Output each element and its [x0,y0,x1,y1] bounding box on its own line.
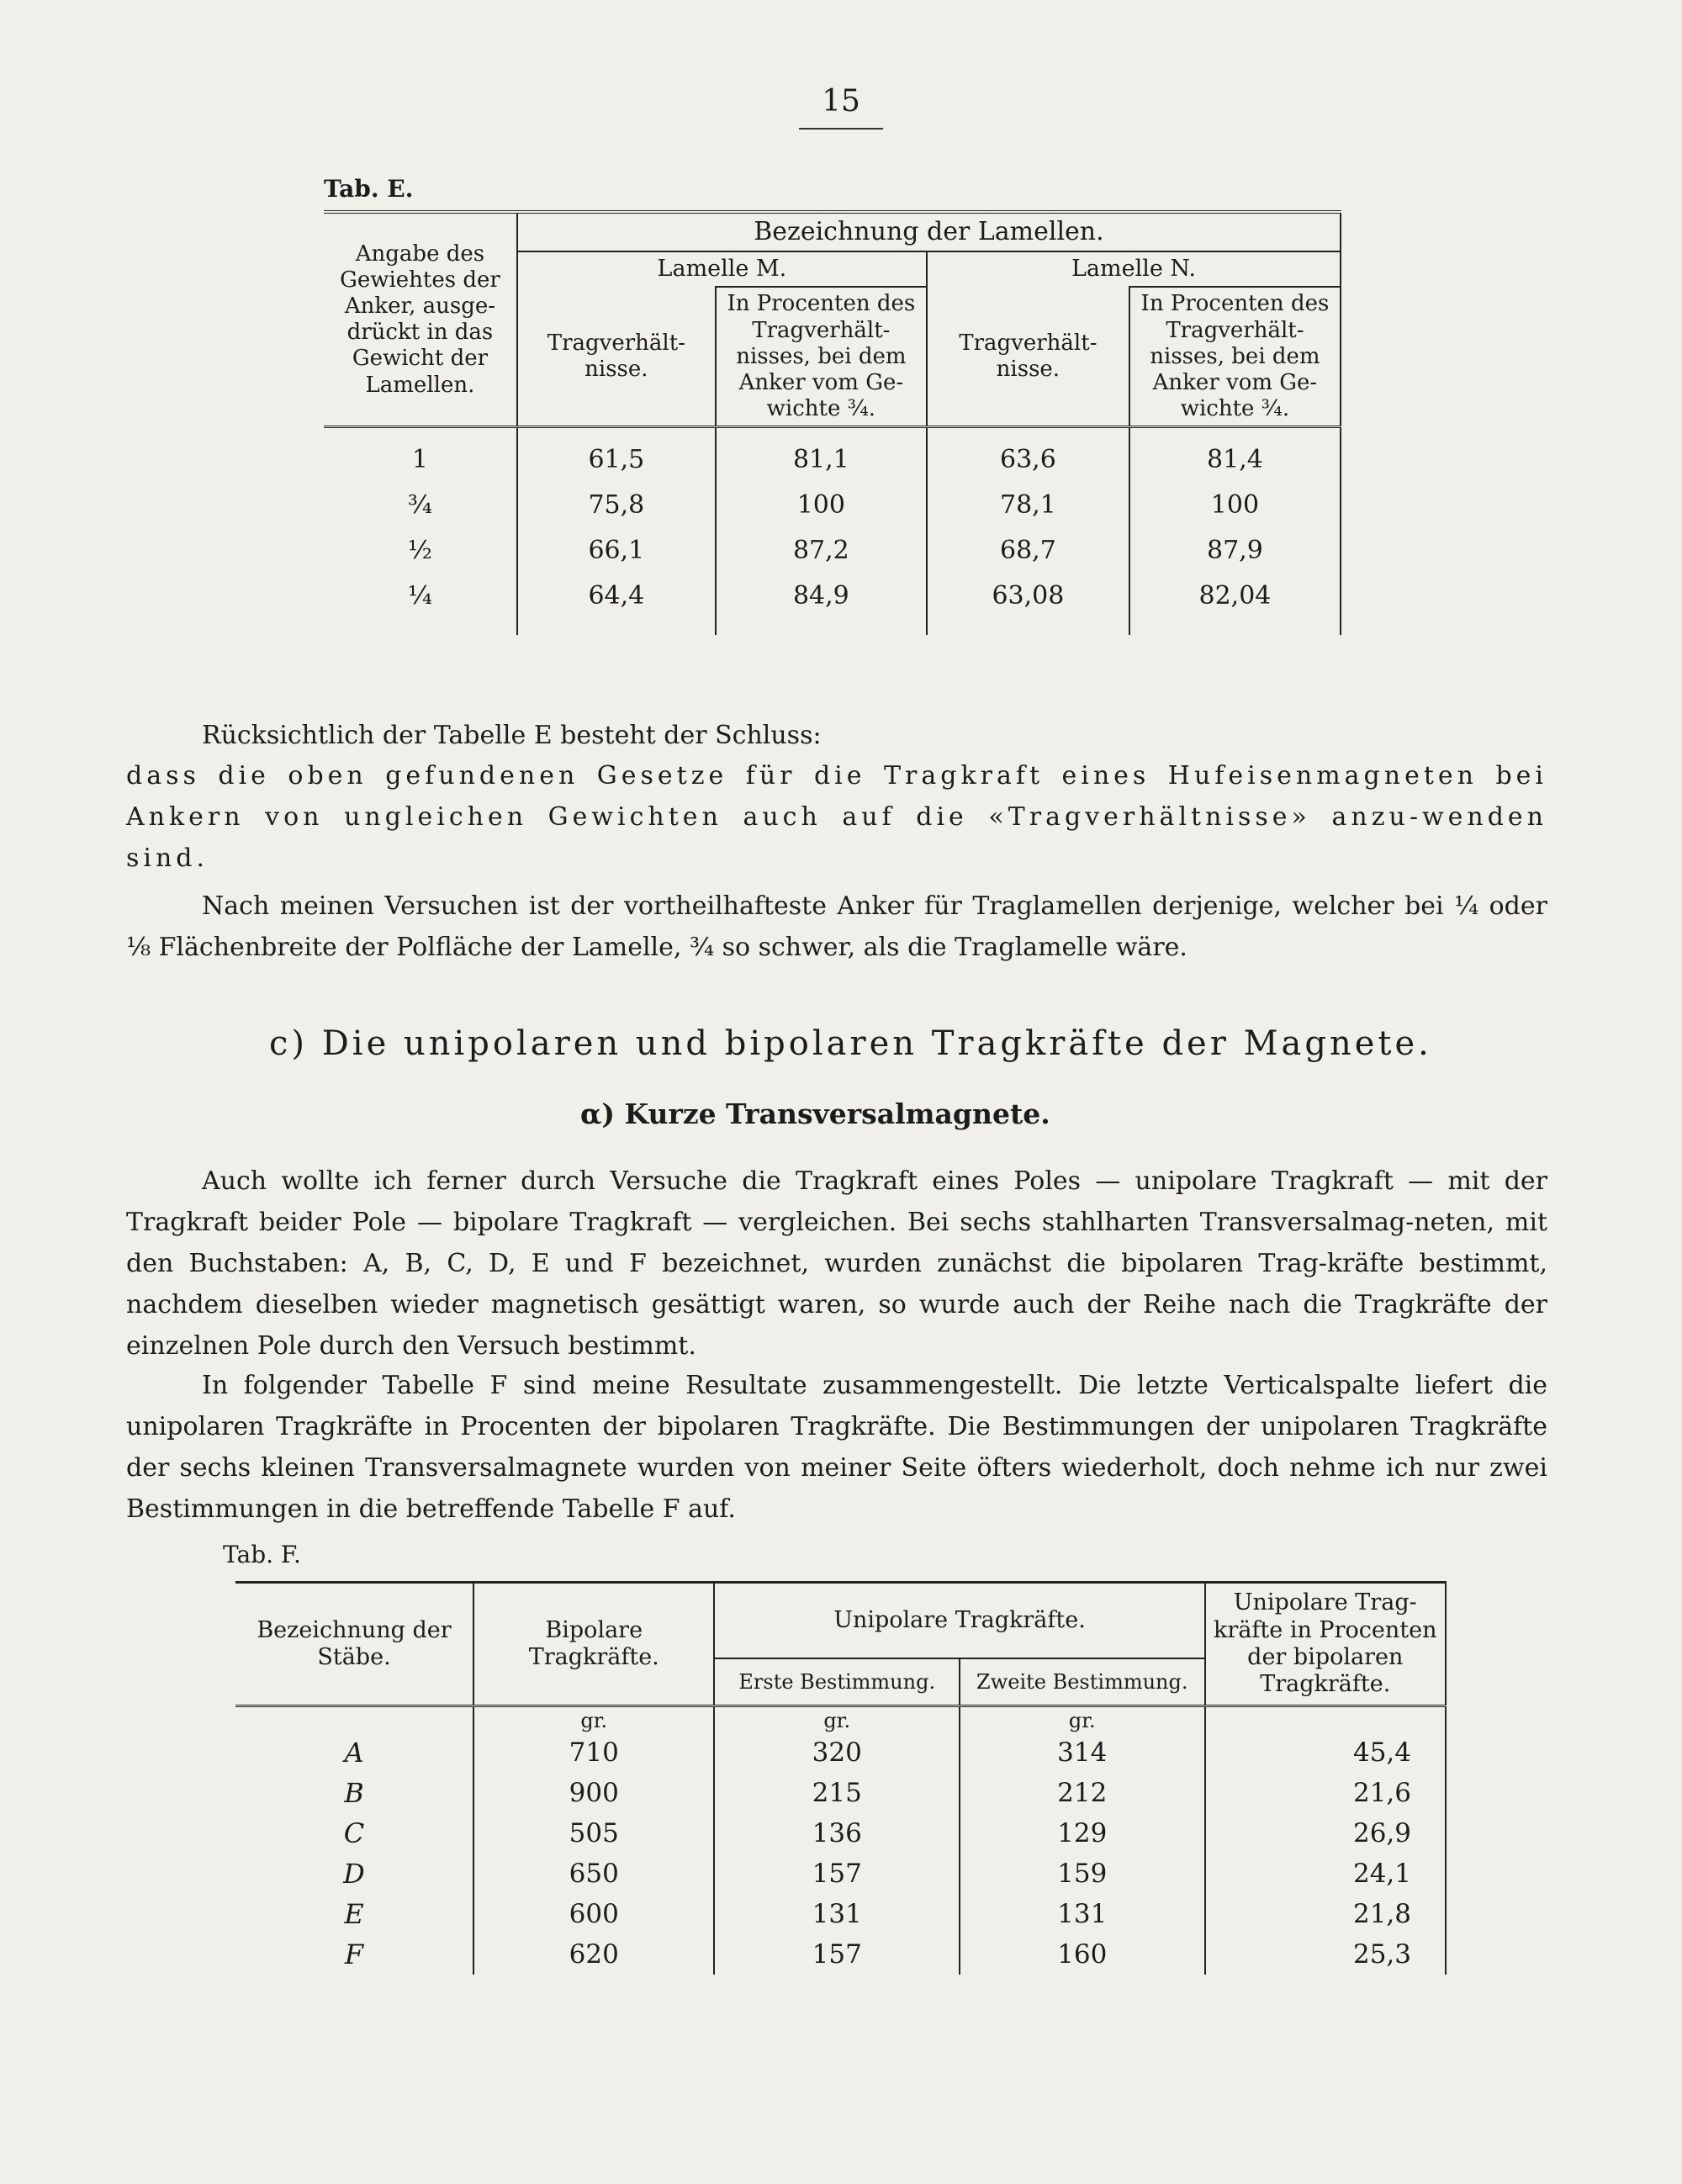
table-f-col-unipolar: Unipolare Tragkräfte. [714,1583,1204,1659]
unit-label: gr. [714,1706,960,1733]
table-row: ¾ 75,8 100 78,1 100 [324,482,1341,527]
table-f-col-pct: Unipolare Trag-kräfte in Procenten der bipolaren Tragkräfte. [1205,1583,1446,1706]
table-e-m-pct: In Procenten des Tragverhält-nisses, bei dem Anker vom Ge-wichte ¾. [716,287,927,426]
table-e-m-trag: Tragverhält-nisse. [517,287,716,426]
conclusion-statement: dass die oben gefundenen Gesetze für die Tragkraft eines Hufeisenmagneten bei Ankern von ungleichen Gewichten auch auf die «Tragverhältnisse» anzu-wenden sind. [126,761,1547,873]
table-row: 1 61,5 81,1 63,6 81,4 [324,436,1341,482]
table-e-n-trag: Tragverhält-nisse. [927,287,1129,426]
table-e-label: Tab. E. [324,175,414,203]
unit-label: gr. [473,1706,714,1733]
table-e [324,210,1341,635]
table-f-col-second: Zweite Bestimmung. [960,1658,1205,1706]
table-e-col-weight: Angabe des Gewiehtes der Anker, ausge-drückt in das Gewicht der Lamellen. [340,241,500,398]
page-number: 15 [822,84,860,119]
page-number-rule [799,128,883,130]
table-row: F 620 157 160 25,3 [235,1934,1446,1975]
table-row: ½ 66,1 87,2 68,7 87,9 [324,527,1341,573]
table-row: ¼ 64,4 84,9 63,08 82,04 [324,573,1341,618]
table-row: E 600 131 131 21,8 [235,1894,1446,1934]
conclusion-intro: Rücksichtlich der Tabelle E besteht der Schluss: [202,721,822,750]
table-e-lamelle-m: Lamelle M. [517,251,927,287]
table-row: C 505 136 129 26,9 [235,1813,1446,1853]
table-f [235,1581,1447,1975]
table-f-col-bipolar: Bipolare Tragkräfte. [473,1583,714,1706]
table-e-n-pct: In Procenten des Tragverhält-nisses, bei dem Anker vom Ge-wichte ¾. [1129,287,1341,426]
table-row: D 650 157 159 24,1 [235,1853,1446,1894]
table-row: A 710 320 314 45,4 [235,1732,1446,1773]
table-e-header-main: Bezeichnung der Lamellen. [517,212,1341,251]
table-f-label: Tab. F. [223,1541,301,1568]
table-f-col-first: Erste Bestimmung. [714,1658,960,1706]
paragraph-experiment: Auch wollte ich ferner durch Versuche die Tragkraft eines Poles — unipolare Tragkraft — mit der Tragkraft beider Pole — bipolare Tragkraft — vergleichen. Bei sechs stahlharten Transversalmag-neten, mit den Buchstaben: A, B, C, D, E und F bezeichnet, wurden zunächst die bipolaren Trag-kräfte bestimmt, nachdem dieselben wieder magnetisch gesättigt waren, so wurde auch der Reihe nach die Tragkräfte der einzelnen Pole durch den Versuch bestimmt. [126,1166,1547,1361]
paragraph-anchor: Nach meinen Versuchen ist der vortheilhafteste Anker für Traglamellen derjenige, welcher bei ¼ oder ⅛ Flächenbreite der Polfläche der Lamelle, ¾ so schwer, als die Traglamelle wäre. [126,891,1547,962]
paragraph-results: In folgender Tabelle F sind meine Resultate zusammengestellt. Die letzte Verticalspalte liefert die unipolaren Tragkräfte in Procenten der bipolaren Tragkräfte. Die Bestimmungen der unipolaren Tragkräfte der sechs kleinen Transversalmagnete wurden von meiner Seite öfters wiederholt, doch nehme ich nur zwei Bestimmungen in die betreffende Tabelle F auf. [126,1371,1547,1524]
unit-label: gr. [960,1706,1205,1733]
table-e-lamelle-n: Lamelle N. [927,251,1341,287]
section-heading-alpha: α) Kurze Transversalmagnete. [580,1097,1050,1130]
table-row: B 900 215 212 21,6 [235,1773,1446,1813]
section-heading-c: c) Die unipolaren und bipolaren Tragkräfte der Magnete. [269,1024,1432,1063]
table-f-col-name: Bezeichnung der Stäbe. [257,1616,452,1670]
